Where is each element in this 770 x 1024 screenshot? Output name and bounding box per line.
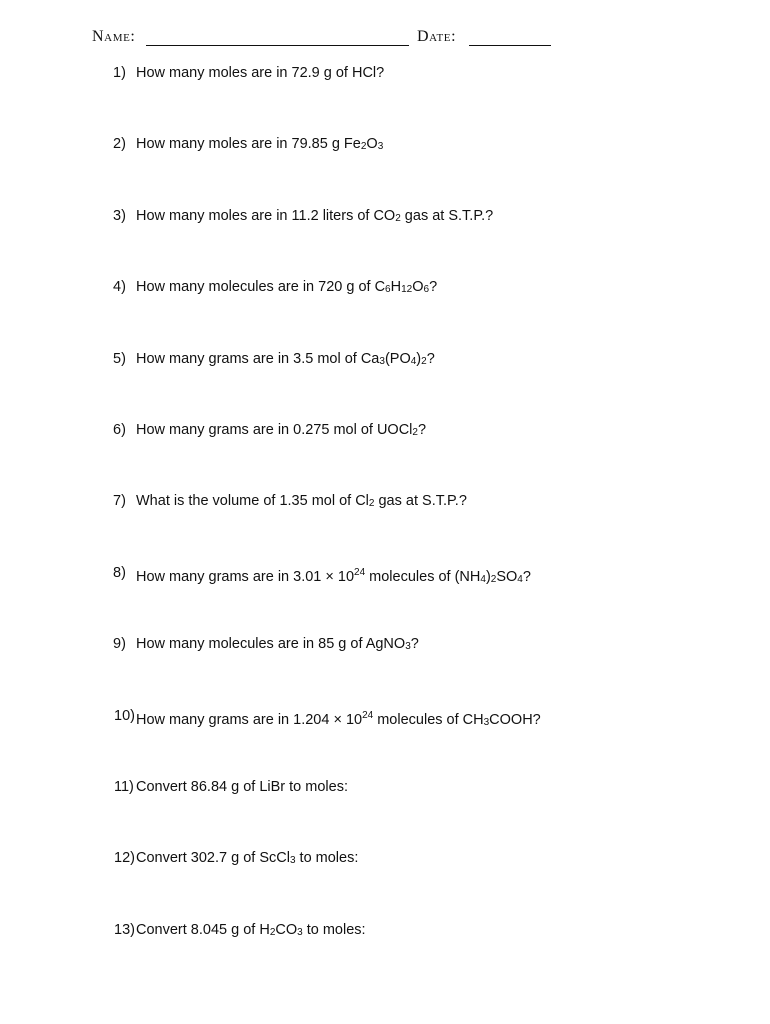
question-text-run: gas at S.T.P.? xyxy=(400,207,494,224)
subscript: 2 xyxy=(368,498,375,510)
question-text-run: Convert 8.045 g of H xyxy=(136,921,270,938)
question-text-run: SO xyxy=(496,568,518,585)
subscript: 2 xyxy=(412,427,418,438)
worksheet-header xyxy=(0,26,770,52)
question-text-run: ? xyxy=(410,636,419,653)
question-text-run: O xyxy=(412,279,424,296)
question-text-run: to moles: xyxy=(302,921,366,938)
subscript: 3 xyxy=(483,716,490,728)
question-text-run: How many grams are in 3.01 × 10 xyxy=(136,568,355,585)
question-number: 6) xyxy=(113,422,126,438)
question-text-run: molecules of (NH xyxy=(365,568,481,585)
question-text-run: ? xyxy=(426,350,435,367)
question-number: 10) xyxy=(114,707,135,724)
question-number: 4) xyxy=(113,279,126,296)
superscript: 24 xyxy=(362,709,374,721)
question-text-run: What is the volume of 1.35 mol of Cl xyxy=(136,493,369,510)
question-text xyxy=(136,348,435,373)
question-text-run: How many moles are in 79.85 g Fe xyxy=(136,136,361,153)
subscript: 3 xyxy=(405,641,411,653)
subscript: 3 xyxy=(377,141,384,153)
question-number: 11) xyxy=(114,779,134,795)
question-text-run: ? xyxy=(417,422,427,438)
question-text xyxy=(136,776,348,798)
question-text-run: CO xyxy=(275,921,298,938)
question-number: 13) xyxy=(114,921,135,938)
question-text-run: How many grams are in 1.204 × 10 xyxy=(136,711,363,728)
subscript: 2 xyxy=(395,212,401,224)
question-text-run: O xyxy=(366,136,378,153)
date-label: Date: xyxy=(417,28,457,45)
subscript: 2 xyxy=(421,355,427,367)
question-text-run: COOH? xyxy=(489,711,541,728)
name-blank-line[interactable] xyxy=(146,45,409,46)
question-text-run: How many molecules are in 720 g of C xyxy=(136,279,386,296)
question-text-run: Convert 302.7 g of ScCl xyxy=(136,850,290,867)
question-number: 1) xyxy=(113,65,126,81)
question-number: 8) xyxy=(113,564,126,581)
question-number: 7) xyxy=(113,493,126,510)
question-text-run: How many grams are in 3.5 mol of Ca xyxy=(136,350,380,367)
question-number: 9) xyxy=(113,636,126,653)
question-text-run: H xyxy=(390,279,402,296)
question-number: 5) xyxy=(113,350,126,367)
question-text-run: to moles: xyxy=(295,850,359,867)
subscript: 12 xyxy=(401,284,413,296)
question-text-run: How many molecules are in 85 g of AgNO xyxy=(136,636,406,653)
date-blank-line[interactable] xyxy=(469,45,551,46)
question-text xyxy=(136,133,383,158)
subscript: 4 xyxy=(480,573,486,585)
question-text-run: ) xyxy=(416,350,422,367)
question-text-run: (PO xyxy=(384,350,411,367)
subscript: 4 xyxy=(410,355,417,367)
question-number: 12) xyxy=(114,850,135,867)
subscript: 3 xyxy=(289,855,296,867)
question-text-run: How many moles are in 11.2 liters of CO xyxy=(136,207,396,224)
question-text-run: gas at S.T.P.? xyxy=(374,493,467,510)
question-text xyxy=(136,633,419,658)
question-text xyxy=(136,62,384,84)
question-text xyxy=(136,205,493,230)
name-label: Name: xyxy=(92,28,136,45)
question-text-run: ? xyxy=(522,568,531,585)
question-text xyxy=(136,276,437,301)
question-text xyxy=(136,419,426,444)
subscript: 4 xyxy=(517,573,523,585)
subscript: 2 xyxy=(360,141,367,153)
question-text xyxy=(136,919,366,944)
question-text xyxy=(136,705,541,734)
subscript: 2 xyxy=(269,926,276,938)
question-text xyxy=(136,562,531,591)
subscript: 3 xyxy=(297,926,303,938)
subscript: 3 xyxy=(379,355,385,367)
question-text-run: ) xyxy=(485,568,491,585)
subscript: 2 xyxy=(490,573,497,585)
subscript: 6 xyxy=(423,284,430,296)
question-number: 3) xyxy=(113,207,126,224)
question-text-run: ? xyxy=(429,279,438,296)
question-number: 2) xyxy=(113,136,126,153)
question-text xyxy=(136,490,467,515)
question-text-run: molecules of CH xyxy=(373,711,484,728)
superscript: 24 xyxy=(354,566,366,578)
subscript: 6 xyxy=(385,284,391,296)
question-text-run: How many grams are in 0.275 mol of UOCl xyxy=(136,422,413,438)
question-text xyxy=(136,847,358,872)
question-text-run: Convert 86.84 g of LiBr to moles: xyxy=(136,779,348,795)
question-text-run: How many moles are in 72.9 g of HCl? xyxy=(136,65,385,81)
